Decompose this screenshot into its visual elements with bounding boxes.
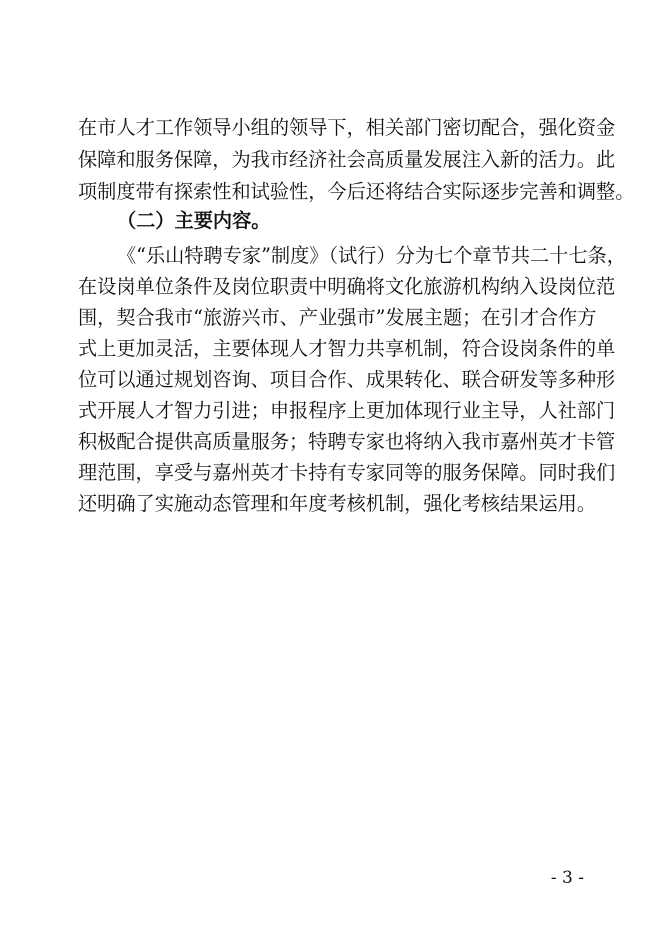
section-heading: （二）主要内容。 — [117, 209, 271, 232]
page-number: - 3 - — [550, 868, 584, 888]
paragraph-2-line-6: 式开展人才智力引进；申报程序上更加体现行业主导，人社部门 — [78, 399, 616, 422]
paragraph-1-line-1: 在市人才工作领导小组的领导下，相关部门密切配合，强化资金 — [78, 116, 616, 139]
paragraph-2-line-3: 围，契合我市“旅游兴市、产业强市”发展主题；在引才合作方 — [78, 306, 597, 329]
paragraph-2-line-1: 《“乐山特聘专家”制度》（试行）分为七个章节共二十七条， — [117, 244, 626, 267]
paragraph-2-line-4: 式上更加灵活，主要体现人才智力共享机制，符合设岗条件的单 — [78, 337, 616, 360]
paragraph-2-line-5: 位可以通过规划咨询、项目合作、成果转化、联合研发等多种形 — [78, 368, 616, 391]
paragraph-2-line-9: 还明确了实施动态管理和年度考核机制，强化考核结果运用。 — [78, 492, 597, 515]
paragraph-2-line-7: 积极配合提供高质量服务；特聘专家也将纳入我市嘉州英才卡管 — [78, 430, 616, 453]
paragraph-1-line-3: 项制度带有探索性和试验性，今后还将结合实际逐步完善和调整。 — [78, 180, 635, 203]
paragraph-1-line-2: 保障和服务保障，为我市经济社会高质量发展注入新的活力。此 — [78, 148, 616, 171]
paragraph-2-line-8: 理范围，享受与嘉州英才卡持有专家同等的服务保障。同时我们 — [78, 461, 616, 484]
paragraph-2-line-2: 在设岗单位条件及岗位职责中明确将文化旅游机构纳入设岗位范 — [78, 275, 616, 298]
